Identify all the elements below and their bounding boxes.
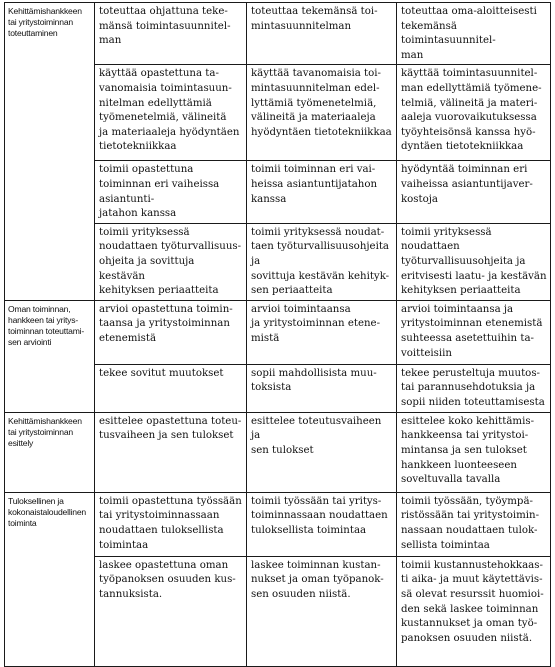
level-3-cell [397, 492, 551, 556]
level-1-cell [95, 492, 247, 556]
criterion-cell [5, 492, 95, 666]
cell-text: toimii opastettuna työssään tai yritystoiminnassaan noudattaen tuloksellista toimintaa [99, 495, 242, 551]
level-3-cell [397, 65, 551, 161]
level-1-cell [95, 364, 247, 412]
level-1-cell [95, 161, 247, 223]
level-3-cell [397, 364, 551, 412]
level-1-cell [95, 3, 247, 65]
level-3-cell [397, 161, 551, 223]
level-1-cell [95, 412, 247, 492]
level-2-cell [247, 223, 397, 300]
level-2-cell [247, 492, 397, 556]
cell-text: sopii mahdollisista muu- toksista [251, 367, 377, 394]
cell-text: esittelee koko kehittämis- hankkeensa tai yritystoi- mintansa ja sen tulokset hankkeen luonteeseen soveltuvalla tavalla [401, 415, 535, 486]
cell-text: toimii yrityksessä noudattaen työturvallisuus- ohjeita ja sovittuja kestävän kehityksen periaatteita [99, 226, 242, 297]
criterion-label: Kehittämishankkeen tai yritystoiminnan toteuttaminen [8, 6, 82, 38]
criterion-label: Oman toiminnan, hankkeen tai yritys- toiminnan toteuttami- sen arviointi [8, 303, 85, 347]
assessment-criteria-table [4, 2, 551, 667]
cell-text: laskee opastettuna oman työpanoksen osuuden kus- tannuksista. [99, 559, 236, 600]
cell-text: toteuttaa ohjattuna teke- mänsä toimintasuunnitel- man [99, 6, 231, 47]
cell-text: toimii yrityksessä noudat- taen työturvallisuusohjeita ja sovittuja kestävän kehityk- sen periaatteita [251, 226, 390, 297]
cell-text: toimii opastettuna toiminnan eri vaiheissa asiantunti- jatahon kanssa [99, 164, 220, 220]
level-2-cell [247, 300, 397, 364]
cell-text: käyttää opastettuna ta- vanomaisia toimintasuun- nitelman edellyttämiä työmenetelmiä, välineitä ja materiaaleja hyödyntäen tietotekniikkaa [99, 68, 240, 153]
table-body [5, 3, 551, 667]
cell-text: käyttää tavanomaisia toi- mintasuunnitelman edel- lyttämiä työmenetelmiä, välineitä ja materiaaleja hyödyntäen tietotekniikkaa [251, 68, 392, 138]
level-1-cell [95, 556, 247, 666]
cell-text: tekee perusteltuja muutos- tai parannusehdotuksia ja sopii niiden toteuttamisesta [401, 367, 545, 408]
cell-text: tekee sovitut muutokset [99, 367, 224, 379]
cell-text: toteuttaa tekemänsä toi- mintasuunnitelman [251, 6, 378, 32]
cell-text: arvioi toimintaansa ja yritystoiminnan etenemistä suhteessa asetettuihin ta- voitteisiin [401, 303, 543, 359]
cell-text: arvioi opastettuna toimin- taansa ja yritystoiminnan etenemistä [99, 303, 233, 344]
table-row [5, 492, 551, 556]
criterion-cell [5, 412, 95, 492]
level-1-cell [95, 65, 247, 161]
cell-text: toimii kustannustehokkaas- ti aika- ja muut käytettävis- sä olevat resurssit huomioi- den sekä laskee toiminnan kustannukset ja oman työ- panoksen osuuden niistä. [401, 559, 544, 644]
cell-text: hyödyntää toiminnan eri vaiheissa asiantuntijaver- kostoja [401, 164, 533, 205]
level-1-cell [95, 223, 247, 300]
criterion-cell [5, 300, 95, 412]
cell-text: arvioi toimintaansa ja yritystoiminnan etene- mistä [251, 303, 381, 344]
cell-text: esittelee toteutusvaiheen ja sen tulokset [251, 415, 382, 456]
criterion-label: Kehittämishankkeen tai yritystoiminnan esittely [8, 415, 82, 448]
level-3-cell [397, 3, 551, 65]
cell-text: toteuttaa oma-aloitteisesti tekemänsä toimintasuunnitel- man [401, 6, 537, 61]
cell-text: laskee toiminnan kustan- nukset ja oman työpanok- sen osuuden niistä. [251, 559, 384, 600]
cell-text: käyttää toimintasuunnitel- man edellyttämiä työmene- telmiä, välineitä ja materi- aaleja vuorovaikutuksessa työyhteisönsä kanssa hyö- dyntäen tietotekniikkaa [401, 68, 542, 153]
level-2-cell [247, 161, 397, 223]
table-row [5, 3, 551, 65]
cell-text: toimii toiminnan eri vai- heissa asiantuntijatahon kanssa [251, 164, 378, 205]
level-2-cell [247, 65, 397, 161]
cell-text: esittelee opastettuna toteu- tusvaiheen ja sen tulokset [99, 415, 242, 442]
level-2-cell [247, 412, 397, 492]
table-row [5, 412, 551, 492]
level-3-cell [397, 223, 551, 300]
level-3-cell [397, 300, 551, 364]
criterion-label: Tuloksellinen ja kokonaistaloudellinen toiminta [8, 495, 86, 528]
level-2-cell [247, 3, 397, 65]
cell-text: toimii työssään, työympä- ristössään tai yritystoimin- nassaan noudattaen tulok- sellista toimintaa [401, 495, 540, 551]
cell-text: toimii yrityksessä noudattaen työturvallisuusohjeita ja eritvisesti laatu- ja kestävän kehityksen periaatteita [401, 226, 547, 297]
level-3-cell [397, 412, 551, 492]
cell-text: toimii työssään tai yritys- toiminnassaan noudattaen tuloksellista toimintaa [251, 495, 388, 536]
level-1-cell [95, 300, 247, 364]
level-2-cell [247, 364, 397, 412]
level-2-cell [247, 556, 397, 666]
table-row [5, 300, 551, 364]
level-3-cell [397, 556, 551, 666]
criterion-cell [5, 3, 95, 301]
